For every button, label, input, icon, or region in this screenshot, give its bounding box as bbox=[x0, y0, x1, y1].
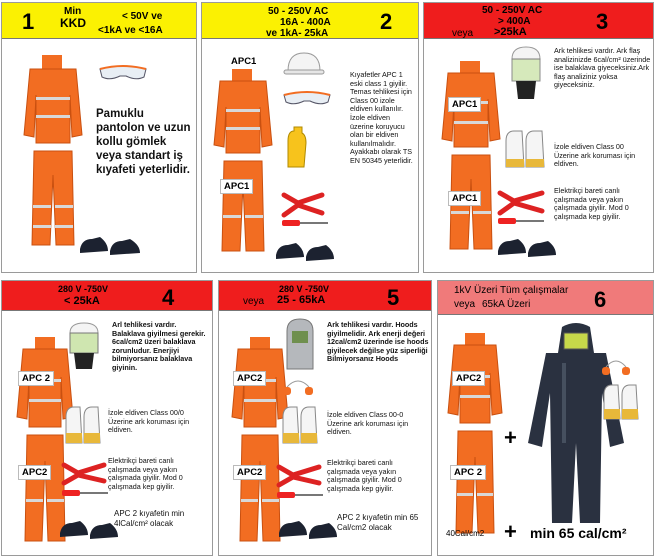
panel-3-header-line-2: > 400A bbox=[498, 16, 531, 27]
safety-shoes-icon bbox=[277, 517, 339, 541]
panel-1-header-line-4: <1kA ve <16A bbox=[98, 25, 163, 36]
panel-5-number: 5 bbox=[387, 285, 400, 310]
safety-shoes-icon bbox=[78, 233, 142, 257]
safety-glasses-icon bbox=[282, 91, 332, 107]
panel-3-note-2: İzole eldiven Class 00 Üzerine ark koruması için eldiven. bbox=[554, 142, 636, 169]
panel-6-bottom-label: min 65 cal/cm² bbox=[530, 525, 627, 541]
panel-4-header-line-2: < 25kA bbox=[64, 295, 100, 307]
ear-plugs-icon bbox=[602, 357, 630, 377]
panel-4-header-line-1: 280 V -750V bbox=[58, 284, 109, 294]
panel-5-header-line-1: 280 V -750V bbox=[279, 284, 330, 294]
panel-2-apc-label-1: APC1 bbox=[231, 56, 257, 67]
arc-glove-icon bbox=[602, 383, 642, 419]
worker-suit-icon bbox=[20, 55, 86, 255]
panel-3-note-1: Ark tehlikesi vardır. Ark flaş analizinizde 6cal/cm² üzerinde ise balaklava giyeceksiniz.Ark flaş analiziniz yoksa giyeceksiniz. bbox=[554, 46, 651, 90]
plus-sign-2: + bbox=[504, 519, 517, 544]
pliers-icon bbox=[64, 461, 106, 487]
panel-5-note-3: Elektrikçi bareti canlı çalışmada veya yakın çalışmada giyilir. Mod 0 çalışmada kep giyilir. bbox=[327, 458, 402, 493]
plus-sign-1: + bbox=[504, 425, 517, 450]
panel-2-header-line-2: 16A - 400A bbox=[280, 17, 331, 28]
arc-glove-icon bbox=[504, 129, 548, 167]
panel-1-header-line-3: < 50V ve bbox=[122, 11, 163, 22]
panel-6-left-label: 40Cal/cm2 bbox=[446, 529, 485, 538]
panel-6-header-line-3: 65kA Üzeri bbox=[482, 299, 531, 310]
panel-4-note-4: APC 2 kıyafetin min 4lCal/cm² olacak bbox=[114, 509, 185, 528]
worker-suit-icon bbox=[446, 333, 504, 539]
panel-2-apc-label-2: APC1 bbox=[220, 179, 253, 194]
panel-1 bbox=[1, 2, 197, 273]
worker-suit-icon bbox=[438, 61, 504, 257]
panel-3-number: 3 bbox=[596, 9, 609, 34]
pliers-icon bbox=[284, 191, 324, 219]
panel-2 bbox=[201, 2, 419, 273]
safety-shoes-icon bbox=[274, 239, 336, 263]
panel-2-number: 2 bbox=[380, 9, 393, 34]
panel-3-apc-label-2: APC1 bbox=[448, 191, 481, 206]
screwdriver-icon bbox=[62, 489, 108, 497]
panel-1-header-line-1: Min bbox=[64, 6, 82, 17]
panel-5-note-1: Ark tehlikesi vardır. Hoods giyilmelidir. Ark enerji değeri 12cal/cm2 üzerinde ise hoods giyilecek değilse yüz siperliği Bilmiyorsanız Hoods bbox=[327, 320, 429, 364]
panel-4-note-2: İzole eldiven Class 00/0 Üzerine ark koruması için eldiven. bbox=[108, 408, 190, 435]
panel-3-apc-label-1: APC1 bbox=[448, 97, 481, 112]
panel-5 bbox=[218, 280, 432, 556]
panel-4-apc-label-1: APC 2 bbox=[18, 371, 54, 386]
pliers-icon bbox=[279, 463, 321, 489]
insulated-glove-icon bbox=[284, 127, 308, 167]
panel-2-header-line-1: 50 - 250V AC bbox=[268, 6, 329, 17]
safety-shoes-icon bbox=[58, 517, 120, 541]
panel-2-header-line-3: ve 1kA- 25kA bbox=[266, 28, 329, 39]
panel-6-number: 6 bbox=[594, 287, 607, 312]
panel-6 bbox=[437, 280, 654, 556]
panel-5-note-2: İzole eldiven Class 00-0 Üzerine ark koruması için eldiven. bbox=[327, 410, 409, 437]
screwdriver-icon bbox=[282, 219, 328, 227]
ear-plugs-icon bbox=[283, 377, 313, 397]
hard-hat-icon bbox=[284, 51, 324, 75]
panel-4 bbox=[1, 280, 213, 556]
panel-4-number: 4 bbox=[162, 285, 175, 310]
panel-5-note-4: APC 2 kıyafetin min 65 Cal/cm2 olacak bbox=[337, 513, 419, 532]
panel-3-header-line-4: >25kA bbox=[494, 26, 527, 38]
pliers-icon bbox=[500, 189, 544, 217]
panel-4-note-1: Arl tehlikesi vardır. Balaklava giyilmesi gerekir. 6cal/cm2 üzeri balaklava zorunludur. Enerjiyi bilmiyorsanız balaklava giyinin. bbox=[112, 320, 206, 372]
panel-3-header-line-1: 50 - 250V AC bbox=[482, 5, 543, 16]
panel-1-number: 1 bbox=[22, 9, 35, 34]
panel-1-description: Pamuklu pantolon ve uzun kollu gömlek veya standart iş kıyafeti yeterlidir. bbox=[96, 108, 191, 176]
panel-6-apc-label-2: APC 2 bbox=[450, 465, 486, 480]
panel-4-apc-label-2: APC2 bbox=[18, 465, 51, 480]
panel-5-apc-label-1: APC2 bbox=[233, 371, 266, 386]
panel-2-description: Kıyafetler APC 1 eski class 1 giyilir. Temas tehlikesi için Class 00 izole eldiven kullanılır. İzole eldiven üzerine koruyucu olan bir eldiven kullanılmalıdır. Ayakkabı olarak TS EN 50345 yeterlidir. bbox=[350, 70, 413, 165]
panel-6-apc-label-1: APC2 bbox=[452, 371, 485, 386]
screwdriver-icon bbox=[498, 217, 544, 225]
screwdriver-icon bbox=[277, 491, 323, 499]
panel-5-apc-label-2: APC2 bbox=[233, 465, 266, 480]
panel-3-header-line-3: veya bbox=[452, 28, 474, 39]
face-shield-helmet-icon bbox=[506, 45, 546, 99]
arc-glove-icon bbox=[64, 405, 104, 443]
safety-glasses-icon bbox=[98, 65, 148, 83]
safety-shoes-icon bbox=[496, 235, 558, 259]
panel-5-header-line-2: veya bbox=[243, 296, 265, 307]
arc-hood-icon bbox=[283, 317, 317, 369]
panel-6-header-line-2: veya bbox=[454, 299, 476, 310]
arc-flash-suit-icon bbox=[526, 323, 626, 529]
arc-glove-icon bbox=[281, 405, 321, 443]
panel-3 bbox=[423, 2, 654, 273]
panel-6-header-line-1: 1kV Üzeri Tüm çalışmalar bbox=[454, 285, 569, 296]
panel-4-note-3: Elektrikçi bareti canlı çalışmada veya yakın çalışmada giyilir. Mod 0 çalışmada kep giyilir. bbox=[108, 456, 183, 491]
panel-1-header-line-2: KKD bbox=[60, 16, 86, 30]
panel-5-header-line-3: 25 - 65kA bbox=[277, 294, 326, 306]
balaclava-face-shield-icon bbox=[66, 321, 102, 369]
panel-3-note-3: Elektrikçi bareti canlı çalışmada veya yakın çalışmada giyilir. Mod 0 çalışmada kep giyilir. bbox=[554, 186, 629, 221]
worker-suit-icon bbox=[210, 69, 276, 259]
